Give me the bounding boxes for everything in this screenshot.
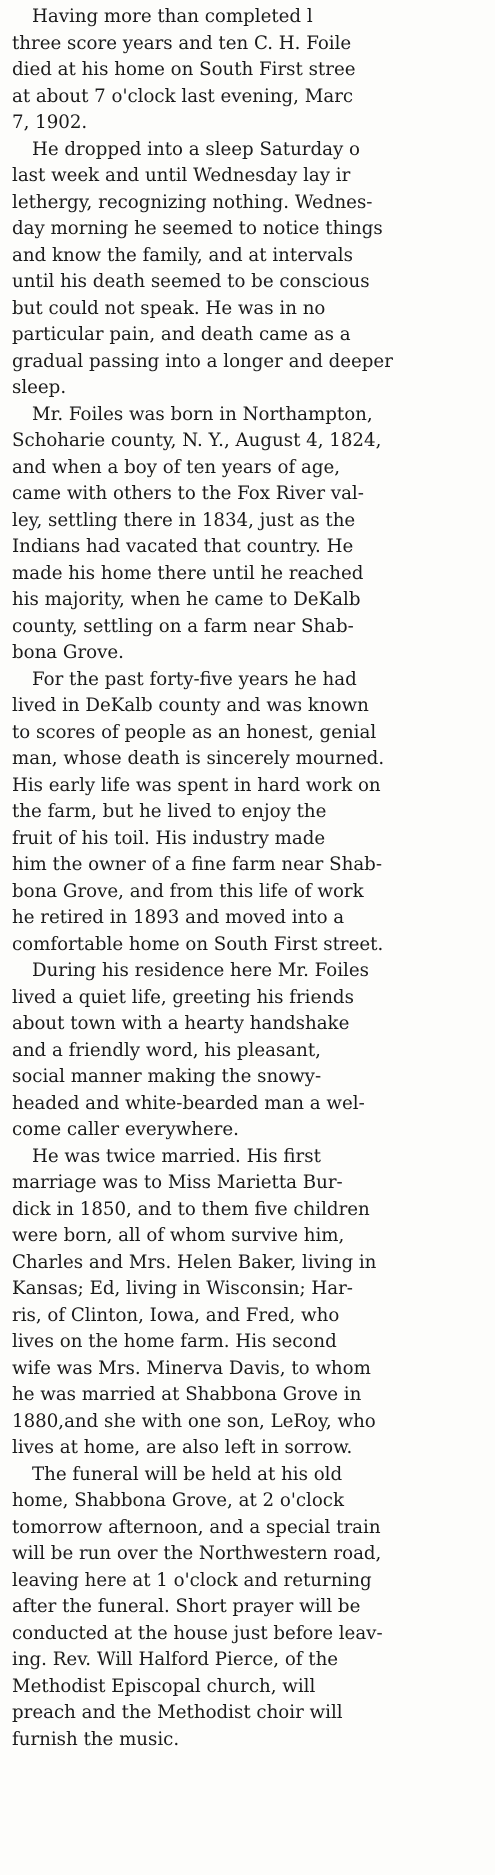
text-line: came with others to the Fox River val- xyxy=(12,483,364,504)
text-line: wife was Mrs. Minerva Davis, to whom xyxy=(12,1357,371,1379)
text-line: The funeral will be held at his old xyxy=(32,1463,343,1485)
text-line: he was married at Shabbona Grove in xyxy=(12,1384,362,1405)
text-line: 1880,and she with one son, LeRoy, who xyxy=(12,1410,376,1432)
text-line: During his residence here Mr. Foiles xyxy=(32,960,369,981)
text-line: 7, 1902. xyxy=(12,112,88,133)
text-line: lives at home, are also left in sorrow. xyxy=(12,1437,353,1458)
text-line: conducted at the house just before leav- xyxy=(12,1622,383,1644)
text-line: until his death seemed to be conscious xyxy=(12,271,370,292)
paragraph-death-notice xyxy=(12,4,495,137)
text-line: day morning he seemed to notice things xyxy=(12,218,383,239)
text-line: bona Grove. xyxy=(12,642,124,663)
text-line: furnish the music. xyxy=(12,1728,180,1750)
text-line: and when a boy of ten years of age, xyxy=(12,456,341,478)
text-line: come caller everywhere. xyxy=(12,1119,239,1140)
text-line: and know the family, and at intervals xyxy=(12,244,353,266)
text-line: bona Grove, and from this life of work xyxy=(12,880,364,902)
text-line: but could not speak. He was in no xyxy=(12,297,326,319)
text-line: him the owner of a fine farm near Shab- xyxy=(12,854,382,875)
text-line: he retired in 1893 and moved into a xyxy=(12,907,345,928)
text-line: sleep. xyxy=(12,377,67,398)
text-line: For the past forty-five years he had xyxy=(32,668,357,690)
text-line: ley, settling there in 1834, just as the xyxy=(12,509,356,531)
text-line: will be run over the Northwestern road, xyxy=(12,1543,382,1564)
text-line: marriage was to Miss Marietta Bur- xyxy=(12,1172,343,1193)
text-line: about town with a hearty handshake xyxy=(12,1013,350,1034)
text-line: Charles and Mrs. Helen Baker, living in xyxy=(12,1251,377,1273)
text-line: made his home there until he reached xyxy=(12,562,364,584)
text-line: three score years and ten C. H. Foile xyxy=(12,32,352,54)
text-line: comfortable home on South First street. xyxy=(12,933,384,955)
text-line: the farm, but he lived to enjoy the xyxy=(12,801,327,822)
text-line: particular pain, and death came as a xyxy=(12,324,351,345)
text-line: county, settling on a farm near Shab- xyxy=(12,615,354,637)
text-line: lived a quiet life, greeting his friends xyxy=(12,986,354,1008)
text-line: He was twice married. His first xyxy=(32,1145,321,1167)
paragraph-funeral xyxy=(12,1462,495,1754)
text-line: tomorrow afternoon, and a special train xyxy=(12,1516,381,1538)
text-line: were born, all of whom survive him, xyxy=(12,1225,345,1246)
text-line: Methodist Episcopal church, will xyxy=(12,1675,316,1697)
text-line: leaving here at 1 o'clock and returning xyxy=(12,1569,372,1591)
text-line: lived in DeKalb county and was known xyxy=(12,695,369,716)
text-line: dick in 1850, and to them five children xyxy=(12,1198,370,1220)
text-line: lethergy, recognizing nothing. Wednes- xyxy=(12,191,373,213)
text-line: He dropped into a sleep Saturday o xyxy=(32,138,360,160)
text-line: fruit of his toil. His industry made xyxy=(12,827,326,849)
text-line: his majority, when he came to DeKalb xyxy=(12,589,361,610)
text-line: gradual passing into a longer and deeper xyxy=(12,350,393,372)
text-line: social manner making the snowy- xyxy=(12,1066,322,1087)
text-line: Kansas; Ed, living in Wisconsin; Har- xyxy=(12,1278,353,1299)
text-line: His early life was spent in hard work on xyxy=(12,774,381,796)
text-line: and a friendly word, his pleasant, xyxy=(12,1039,321,1061)
paragraph-final-illness xyxy=(12,137,495,402)
text-line: ris, of Clinton, Iowa, and Fred, who xyxy=(12,1304,340,1326)
text-line: last week and until Wednesday lay ir xyxy=(12,165,351,186)
text-line: Indians had vacated that country. He xyxy=(12,536,354,557)
text-line: to scores of people as an honest, genial xyxy=(12,721,377,743)
text-line: preach and the Methodist choir will xyxy=(12,1702,343,1723)
text-line: died at his home on South First stree xyxy=(12,59,356,80)
paragraph-family xyxy=(12,1144,495,1462)
text-line: Having more than completed l xyxy=(32,6,313,27)
text-line: ing. Rev. Will Halford Pierce, of the xyxy=(12,1649,339,1670)
text-line: headed and white-bearded man a wel- xyxy=(12,1092,365,1114)
text-line: man, whose death is sincerely mourned. xyxy=(12,748,385,769)
text-line: lives on the home farm. His second xyxy=(12,1331,337,1352)
text-line: after the funeral. Short prayer will be xyxy=(12,1596,361,1617)
text-line: Schoharie county, N. Y., August 4, 1824, xyxy=(12,430,382,451)
text-line: at about 7 o'clock last evening, Marc xyxy=(12,85,354,107)
text-line: home, Shabbona Grove, at 2 o'clock xyxy=(12,1490,344,1511)
paragraph-dekalb-years xyxy=(12,667,495,959)
paragraph-residence xyxy=(12,958,495,1144)
paragraph-early-life xyxy=(12,402,495,667)
text-line: Mr. Foiles was born in Northampton, xyxy=(32,403,373,425)
